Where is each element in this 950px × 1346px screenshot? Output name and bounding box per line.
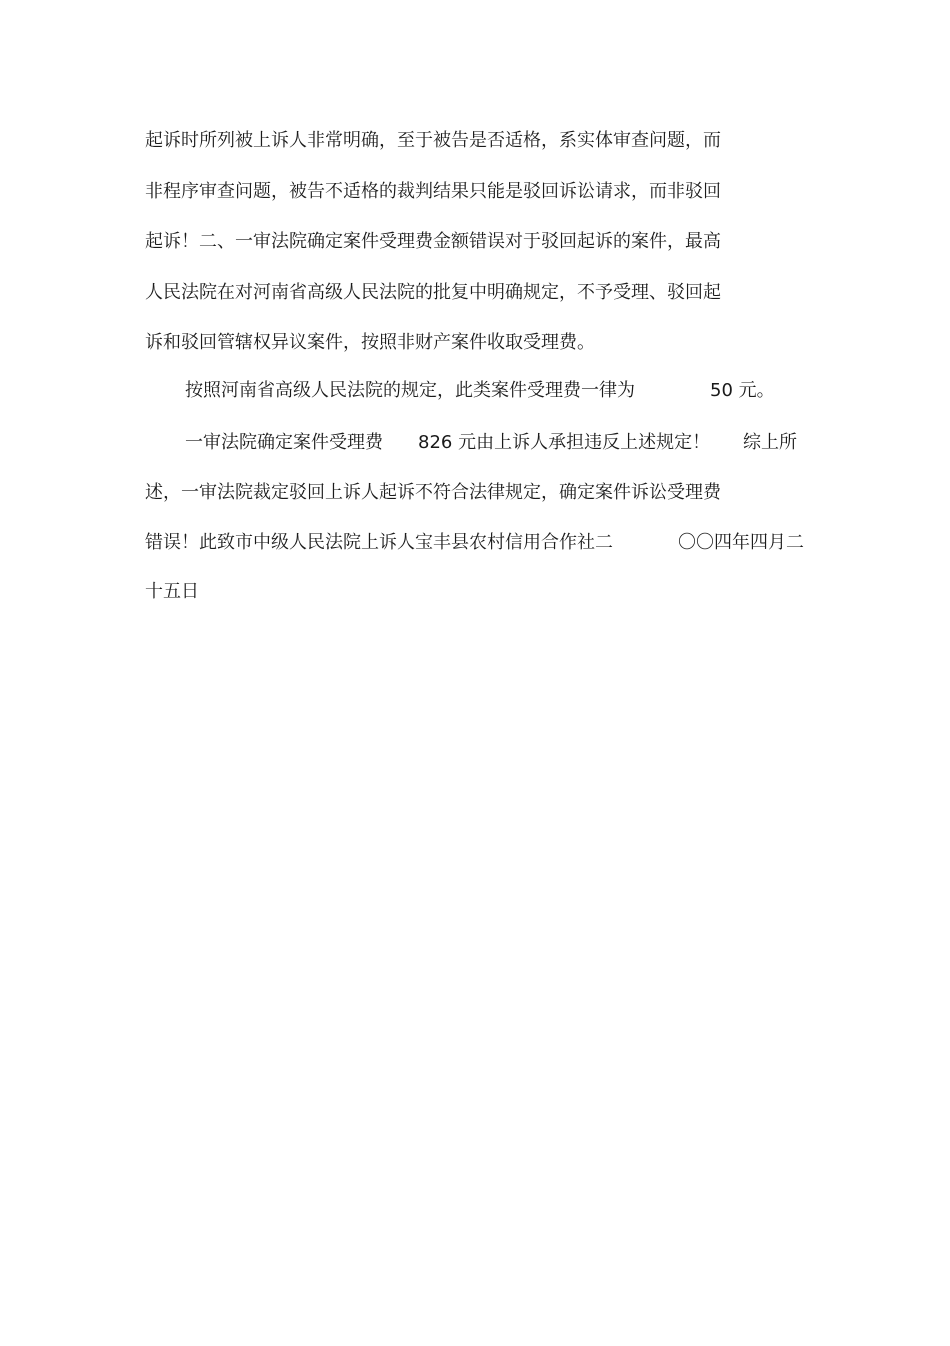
paragraph-line-4: 人民法院在对河南省高级人民法院的批复中明确规定，不予受理、驳回起 [145,282,721,303]
fee-rule-text: 按照河南省高级人民法院的规定，此类案件受理费一律为 [185,380,635,401]
paragraph-line-2: 非程序审查问题，被告不适格的裁判结果只能是驳回诉讼请求，而非驳回 [145,181,721,202]
closing-line: 错误！此致市中级人民法院上诉人宝丰县农村信用合作社二 [145,532,613,553]
fee-rule-amount: 50 元。 [710,380,775,401]
paragraph-line-1: 起诉时所列被上诉人非常明确，至于被告是否适格，系实体审查问题，而 [145,130,721,151]
paragraph-line-5: 诉和驳回管辖权异议案件，按照非财产案件收取受理费。 [145,332,595,353]
paragraph-line-3: 起诉！二、一审法院确定案件受理费金额错误对于驳回起诉的案件，最高 [145,231,721,252]
fee-decision-text: 一审法院确定案件受理费 [185,432,383,453]
date-line: 〇〇四年四月二 [678,532,804,553]
paragraph-line-9: 述，一审法院裁定驳回上诉人起诉不符合法律规定，确定案件诉讼受理费 [145,482,721,503]
summary-start: 综上所 [743,432,797,453]
fee-decision-amount: 826 元由上诉人承担违反上述规定！ [418,432,711,453]
date-line-end: 十五日 [145,581,199,602]
